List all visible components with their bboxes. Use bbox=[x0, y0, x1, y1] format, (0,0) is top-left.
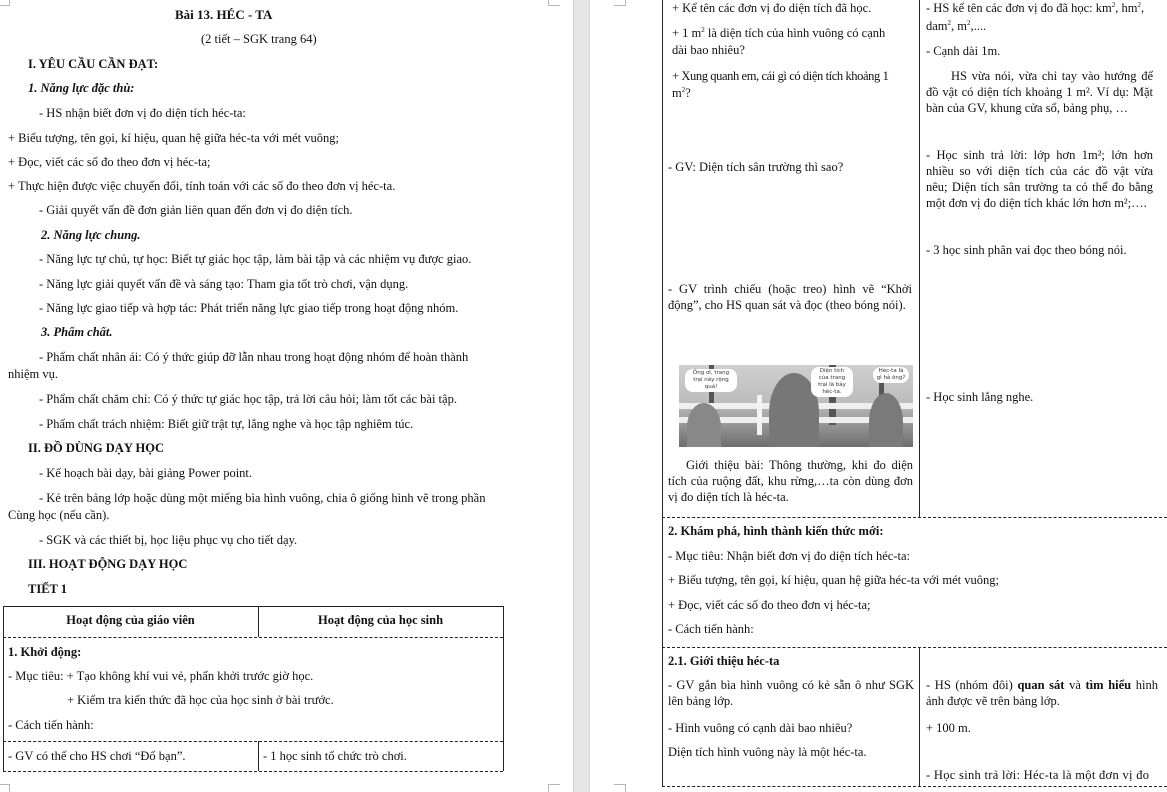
list-item: - Phẩm chất trách nhiệm: Biết giữ trật tự, lắng nghe và học tập nghiêm túc. bbox=[39, 417, 414, 431]
discovery-goal-item: + Đọc, viết các số đo theo đơn vị héc-ta; bbox=[668, 598, 871, 612]
discovery-procedure: - Cách tiến hành: bbox=[668, 622, 754, 636]
student-answer: - HS kể tên các đơn vị đo đã học: $km^2$, $hm^2$, bbox=[926, 1, 1145, 15]
document-page-left bbox=[0, 0, 573, 792]
subheading-specific-competence: 1. Năng lực đặc thù: bbox=[28, 81, 135, 95]
teacher-question: + 1 $m^2$ là diện tích của hình vuông có cạnh bbox=[672, 26, 886, 40]
list-item: - Phẩm chất nhân ái: Có ý thức giúp đỡ lẫn nhau trong hoạt động nhóm để hoàn thành bbox=[39, 350, 469, 364]
teacher-question: + Kể tên các đơn vị đo diện tích đã học. bbox=[672, 1, 872, 15]
teacher-question: - Hình vuông có cạnh dài bao nhiêu? bbox=[668, 721, 853, 735]
speech-bubble-grandfather: Diện tích của trang trại là bảy héc-ta. bbox=[811, 367, 853, 397]
warmup-heading: 1. Khởi động: bbox=[8, 645, 82, 659]
teacher-question-continued: $m^2$? bbox=[672, 86, 691, 100]
lesson-subtitle: (2 tiết – SGK trang 64) bbox=[201, 32, 317, 46]
boy-figure bbox=[869, 393, 903, 447]
student-answer: - Cạnh dài 1m. bbox=[926, 44, 1001, 58]
warmup-procedure: - Cách tiến hành: bbox=[8, 718, 94, 732]
student-answer: - HS (nhóm đôi) quan sát và tìm hiểu hình ảnh được vẽ trên bảng lớp. bbox=[926, 678, 1158, 708]
paragraph: - HS nhận biết đơn vị đo diện tích héc-ta: bbox=[39, 106, 246, 120]
list-item: + Biểu tượng, tên gọi, kí hiệu, quan hệ giữa héc-ta với mét vuông; bbox=[8, 131, 339, 145]
teacher-question: - GV: Diện tích sân trường thì sao? bbox=[668, 160, 844, 174]
discovery-heading: 2. Khám phá, hình thành kiến thức mới: bbox=[668, 524, 884, 538]
warmup-goal: - Mục tiêu: + Tạo không khí vui vẻ, phấn khởi trước giờ học. bbox=[8, 669, 314, 683]
crop-mark bbox=[0, 784, 10, 792]
speech-bubble-girl: Ông ơi, trang trại này rộng quá! bbox=[685, 369, 737, 392]
warmup-goal: + Kiểm tra kiến thức đã học của học sinh ở bài trước. bbox=[67, 693, 334, 707]
girl-figure bbox=[687, 403, 721, 447]
warmup-illustration bbox=[679, 365, 913, 447]
student-answer: - Học sinh trả lời: lớp hơn 1m²; lớn hơn nhiều so với diện tích của các đồ vật vừa nêu; Diện tích sân trường ta có thể đo bằng một đơn vị đo diện tích khác lớn hơn m²;…. bbox=[926, 148, 1153, 210]
student-answer-continued: dam$^2$, $m^2$,.... bbox=[926, 19, 987, 33]
teacher-question: + Xung quanh em, cái gì có diện tích khoảng 1 bbox=[672, 69, 889, 83]
discovery-goal: - Mục tiêu: Nhận biết đơn vị đo diện tích héc-ta: bbox=[668, 549, 910, 563]
student-answer: + 100 m. bbox=[926, 721, 971, 735]
student-answer: - Học sinh trả lời: Héc-ta là một đơn vị đo bbox=[926, 768, 1150, 782]
list-item: - Năng lực tự chủ, tự học: Biết tự giác học tập, làm bài tập và các nhiệm vụ được giao. bbox=[39, 252, 472, 266]
crop-mark bbox=[548, 0, 560, 6]
list-item-continued: nhiệm vụ. bbox=[8, 367, 58, 381]
list-item: - Năng lực giao tiếp và hợp tác: Phát triển năng lực giao tiếp trong hoạt động nhóm. bbox=[39, 301, 459, 315]
subheading-general-competence: 2. Năng lực chung. bbox=[41, 228, 141, 242]
student-answer: HS vừa nói, vừa chỉ tay vào hướng để đồ vật có diện tích khoảng 1 m². Ví dụ: Mặt bàn của GV, khung cửa sổ, bảng phụ, … bbox=[926, 69, 1153, 115]
list-item: + Thực hiện được việc chuyển đổi, tính toán với các số đo theo đơn vị héc-ta. bbox=[8, 179, 396, 193]
list-item: - SGK và các thiết bị, học liệu phục vụ cho tiết dạy. bbox=[39, 533, 298, 547]
page-gutter bbox=[573, 0, 590, 792]
section-heading-activities: III. HOẠT ĐỘNG DẠY HỌC bbox=[28, 557, 188, 571]
lesson-introduction: Giới thiệu bài: Thông thường, khi đo diện tích của ruộng đất, khu rừng,…ta còn dùng đơn vị đo diện tích là héc-ta. bbox=[668, 458, 913, 504]
teacher-instruction: - GV gắn bìa hình vuông có kẻ sẵn ô như SGK lên bảng lớp. bbox=[668, 678, 914, 708]
student-answer: - Học sinh lắng nghe. bbox=[926, 390, 1034, 404]
table-cell-student: - 1 học sinh tổ chức trò chơi. bbox=[263, 749, 407, 763]
table-cell-teacher: - GV có thể cho HS chơi “Đố bạn”. bbox=[8, 749, 186, 763]
student-answer: - 3 học sinh phân vai đọc theo bóng nói. bbox=[926, 243, 1127, 257]
subheading-qualities: 3. Phẩm chất. bbox=[41, 325, 113, 339]
lesson-title: Bài 13. HÉC - TA bbox=[175, 7, 273, 22]
list-item: + Đọc, viết các số đo theo đơn vị héc-ta; bbox=[8, 155, 211, 169]
hectare-intro-heading: 2.1. Giới thiệu héc-ta bbox=[668, 654, 780, 668]
list-item: - Phẩm chất chăm chỉ: Có ý thức tự giác học tập, trả lời câu hỏi; làm tốt các bài tập. bbox=[39, 392, 457, 406]
paragraph: - Giải quyết vấn đề đơn giản liên quan đến đơn vị đo diện tích. bbox=[39, 203, 353, 217]
list-item: - Năng lực giải quyết vấn đề và sáng tạo: Tham gia tốt trò chơi, vận dụng. bbox=[39, 277, 409, 291]
section-heading-materials: II. ĐỒ DÙNG DẠY HỌC bbox=[28, 441, 164, 455]
section-heading-requirements: I. YÊU CẦU CẦN ĐẠT: bbox=[28, 57, 159, 71]
period-label: TIẾT 1 bbox=[28, 582, 68, 596]
teacher-statement: Diện tích hình vuông này là một héc-ta. bbox=[668, 745, 867, 759]
teacher-instruction: - GV trình chiếu (hoặc treo) hình vẽ “Khởi động”, cho HS quan sát và đọc (theo bóng nói). bbox=[668, 282, 912, 312]
crop-mark bbox=[548, 784, 560, 792]
crop-mark bbox=[614, 0, 626, 6]
crop-mark bbox=[614, 784, 626, 792]
list-item: - Kế hoạch bài dạy, bài giảng Power point. bbox=[39, 466, 253, 480]
teacher-question-continued: dài bao nhiêu? bbox=[672, 43, 745, 57]
list-item-continued: Cùng học (nếu cần). bbox=[8, 508, 110, 522]
table-header-teacher: Hoạt động của giáo viên bbox=[66, 613, 195, 627]
crop-mark bbox=[0, 0, 10, 6]
table-header-student: Hoạt động của học sinh bbox=[317, 613, 444, 627]
speech-bubble-boy: Héc-ta là gì hả ông? bbox=[873, 367, 909, 383]
discovery-goal-item: + Biểu tượng, tên gọi, kí hiệu, quan hệ giữa héc-ta với mét vuông; bbox=[668, 573, 999, 587]
list-item: - Kẻ trên bảng lớp hoặc dùng một miếng bìa hình vuông, chia ô giống hình vẽ trong phần bbox=[39, 491, 486, 505]
